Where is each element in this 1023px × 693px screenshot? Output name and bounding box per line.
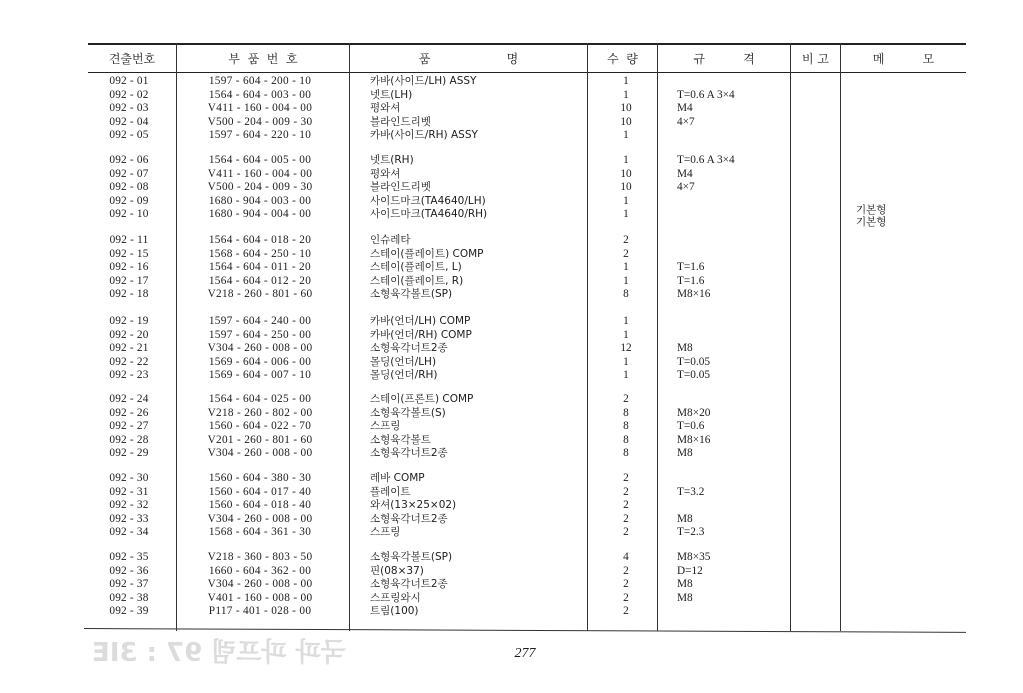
table-top-rule [88, 43, 966, 45]
table-header-rule [88, 72, 966, 73]
index-number-cell: 092 - 39 [109, 605, 149, 617]
part-name-cell: 카바(언더/LH) COMP [370, 315, 471, 327]
quantity-cell: 2 [623, 247, 629, 260]
part-number-cell: 1564 - 604 - 005 - 00 [208, 154, 312, 166]
specification-cell: M4 [677, 102, 693, 114]
quantity-cell: 10 [620, 167, 632, 180]
quantity-cell: 1 [623, 261, 629, 273]
specification-cell: T=0.05 [677, 355, 711, 368]
index-number-cell: 092 - 19 [109, 315, 149, 327]
part-number-cell: 1564 - 604 - 011 - 20 [209, 261, 311, 273]
part-number-cell: P117 - 401 - 028 - 00 [208, 605, 312, 617]
quantity-cell: 10 [620, 181, 632, 193]
part-name-cell: 사이드마크(TA4640/RH) [370, 208, 488, 220]
table-row [0, 248, 1023, 262]
parts-group [0, 393, 1023, 461]
table-row [0, 288, 1023, 302]
part-name-cell: 레바 COMP [370, 472, 425, 484]
header-specification: 규 격 [693, 52, 755, 66]
part-number-cell: 1560 - 604 - 017 - 40 [208, 485, 312, 498]
part-name-cell: 소형육각볼트(SP) [370, 288, 453, 300]
parts-group [0, 472, 1023, 540]
table-row [0, 75, 1023, 89]
part-name-cell: 카바(사이드/LH) ASSY [370, 75, 477, 87]
index-number-cell: 092 - 35 [109, 551, 149, 563]
index-number-cell: 092 - 27 [109, 420, 149, 432]
header-index-number: 견출번호 [108, 52, 156, 66]
parts-group [0, 315, 1023, 383]
specification-cell: M8 [677, 578, 693, 590]
index-number-cell: 092 - 30 [109, 472, 149, 484]
table-row [0, 486, 1023, 500]
quantity-cell: 8 [623, 288, 629, 300]
specification-cell: M8×16 [677, 288, 711, 300]
quantity-cell: 1 [623, 315, 629, 327]
table-row [0, 592, 1023, 606]
specification-cell: M8×35 [677, 551, 711, 563]
part-name-cell: 카바(언더/RH) COMP [370, 328, 472, 341]
quantity-cell: 10 [620, 102, 632, 114]
part-name-cell: 인슈레타 [370, 234, 411, 246]
table-row [0, 129, 1023, 143]
part-number-cell: 1564 - 604 - 003 - 00 [208, 88, 312, 101]
part-number-cell: V304 - 260 - 008 - 00 [207, 342, 313, 354]
part-name-cell: 소형육각볼트(SP) [370, 551, 453, 563]
table-row [0, 329, 1023, 343]
part-name-cell: 블라인드리벳 [370, 115, 431, 128]
part-name-cell: 넷트(LH) [370, 88, 413, 101]
part-name-cell: 소형육각너트2종 [370, 447, 448, 459]
quantity-cell: 2 [623, 499, 629, 511]
quantity-cell: 1 [623, 194, 629, 207]
index-number-cell: 092 - 10 [109, 208, 149, 220]
specification-cell: T=1.6 [677, 274, 705, 287]
part-number-cell: V500 - 204 - 009 - 30 [207, 115, 313, 128]
quantity-cell: 2 [623, 512, 629, 525]
quantity-cell: 1 [623, 129, 629, 141]
table-row [0, 168, 1023, 182]
part-number-cell: V401 - 160 - 008 - 00 [207, 591, 313, 604]
table-row [0, 369, 1023, 383]
part-name-cell: 소형육각볼트 [370, 433, 431, 446]
part-name-cell: 와셔(13×25×02) [370, 499, 457, 511]
specification-cell: M8 [677, 447, 693, 459]
index-number-cell: 092 - 28 [109, 433, 149, 446]
specification-cell: M4 [677, 167, 693, 180]
part-number-cell: V218 - 260 - 802 - 00 [207, 406, 313, 419]
part-name-cell: 소형육각너트2종 [370, 578, 448, 590]
table-row [0, 420, 1023, 434]
part-number-cell: 1560 - 604 - 380 - 30 [208, 472, 312, 484]
parts-group [0, 551, 1023, 619]
part-name-cell: 평와셔 [370, 102, 401, 114]
part-number-cell: 1560 - 604 - 022 - 70 [208, 420, 312, 432]
index-number-cell: 092 - 22 [109, 355, 149, 368]
index-number-cell: 092 - 07 [109, 167, 149, 180]
index-number-cell: 092 - 18 [109, 288, 149, 300]
table-row [0, 356, 1023, 370]
bleed-through-text: 국파 파프렘 97 : 3IE [92, 638, 346, 668]
header-remark: 비 고 [802, 52, 829, 66]
quantity-cell: 8 [623, 447, 629, 459]
index-number-cell: 092 - 23 [109, 369, 149, 381]
part-name-cell: 소형육각너트2종 [370, 512, 448, 525]
index-number-cell: 092 - 20 [109, 328, 149, 341]
part-number-cell: 1560 - 604 - 018 - 40 [208, 499, 312, 511]
index-number-cell: 092 - 11 [109, 234, 149, 246]
header-part-name: 품 명 [418, 52, 519, 66]
index-number-cell: 092 - 31 [109, 485, 149, 498]
part-number-cell: 1597 - 604 - 200 - 10 [208, 75, 312, 87]
specification-cell: M8 [677, 342, 693, 354]
quantity-cell: 1 [623, 208, 629, 220]
quantity-cell: 2 [623, 526, 629, 538]
header-quantity: 수 량 [607, 52, 638, 66]
quantity-cell: 2 [623, 578, 629, 590]
part-name-cell: 스프링 [370, 526, 401, 538]
index-number-cell: 092 - 37 [109, 578, 149, 590]
part-name-cell: 스프링 [370, 420, 401, 432]
quantity-cell: 4 [623, 551, 629, 563]
index-number-cell: 092 - 32 [109, 499, 149, 511]
quantity-cell: 2 [623, 564, 629, 577]
quantity-cell: 1 [623, 328, 629, 341]
part-name-cell: 플레이트 [370, 485, 411, 498]
part-name-cell: 넷트(RH) [370, 154, 414, 166]
parts-group [0, 75, 1023, 143]
table-row [0, 89, 1023, 103]
specification-cell: T=3.2 [677, 485, 705, 498]
index-number-cell: 092 - 38 [109, 591, 149, 604]
table-row [0, 565, 1023, 579]
part-number-cell: 1597 - 604 - 250 - 00 [208, 328, 312, 341]
part-name-cell: 트림(100) [370, 605, 419, 617]
part-number-cell: 1569 - 604 - 006 - 00 [208, 355, 312, 368]
part-number-cell: 1564 - 604 - 018 - 20 [208, 234, 312, 246]
part-number-cell: 1568 - 604 - 361 - 30 [208, 526, 312, 538]
part-number-cell: V218 - 260 - 801 - 60 [207, 288, 313, 300]
quantity-cell: 1 [623, 88, 629, 101]
specification-cell: T=0.6 A 3×4 [677, 154, 735, 166]
part-number-cell: V218 - 360 - 803 - 50 [207, 551, 313, 563]
table-row [0, 393, 1023, 407]
quantity-cell: 10 [620, 115, 632, 128]
specification-cell: T=2.3 [677, 526, 705, 538]
part-name-cell: 몰딩(언더/LH) [370, 355, 437, 368]
quantity-cell: 2 [623, 472, 629, 484]
table-row [0, 116, 1023, 130]
part-name-cell: 카바(사이드/RH) ASSY [370, 129, 478, 141]
specification-cell: D=12 [677, 564, 703, 577]
index-number-cell: 092 - 17 [109, 274, 149, 287]
quantity-cell: 8 [623, 420, 629, 432]
page-number: 277 [514, 646, 536, 661]
index-number-cell: 092 - 09 [109, 194, 149, 207]
index-number-cell: 092 - 01 [109, 75, 149, 87]
part-number-cell: 1680 - 904 - 003 - 00 [208, 194, 312, 207]
part-number-cell: V304 - 260 - 008 - 00 [207, 512, 313, 525]
index-number-cell: 092 - 33 [109, 512, 149, 525]
quantity-cell: 8 [623, 406, 629, 419]
part-number-cell: 1564 - 604 - 012 - 20 [208, 274, 312, 287]
index-number-cell: 092 - 29 [109, 447, 149, 459]
memo-note: 기본형 [856, 204, 887, 216]
part-number-cell: 1568 - 604 - 250 - 10 [208, 247, 312, 260]
quantity-cell: 12 [620, 342, 632, 354]
table-row [0, 605, 1023, 619]
table-row [0, 407, 1023, 421]
part-name-cell: 스테이(플레이트, L) [370, 261, 462, 273]
quantity-cell: 1 [623, 154, 629, 166]
part-name-cell: 소형육각볼트(S) [370, 406, 446, 419]
part-name-cell: 스테이(프론트) COMP [370, 393, 474, 405]
part-name-cell: 몰딩(언더/RH) [370, 369, 438, 381]
table-row [0, 342, 1023, 356]
part-number-cell: 1569 - 604 - 007 - 10 [208, 369, 312, 381]
part-number-cell: V304 - 260 - 008 - 00 [207, 578, 313, 590]
part-name-cell: 핀(08×37) [370, 564, 424, 577]
index-number-cell: 092 - 08 [109, 181, 149, 193]
index-number-cell: 092 - 02 [109, 88, 149, 101]
table-row [0, 275, 1023, 289]
part-number-cell: V411 - 160 - 004 - 00 [207, 167, 313, 180]
part-name-cell: 소형육각너트2종 [370, 342, 448, 354]
part-number-cell: V304 - 260 - 008 - 00 [207, 447, 313, 459]
table-row [0, 102, 1023, 116]
quantity-cell: 2 [623, 393, 629, 405]
quantity-cell: 1 [623, 355, 629, 368]
part-number-cell: 1564 - 604 - 025 - 00 [208, 393, 312, 405]
index-number-cell: 092 - 26 [109, 406, 149, 419]
specification-cell: T=0.05 [677, 369, 711, 381]
header-memo: 메 모 [872, 52, 935, 66]
quantity-cell: 2 [623, 485, 629, 498]
table-row [0, 499, 1023, 513]
table-row [0, 513, 1023, 527]
part-name-cell: 블라인드리벳 [370, 181, 431, 193]
table-row [0, 434, 1023, 448]
table-row [0, 447, 1023, 461]
table-row [0, 181, 1023, 195]
table-row [0, 154, 1023, 168]
quantity-cell: 2 [623, 591, 629, 604]
index-number-cell: 092 - 16 [109, 261, 149, 273]
specification-cell: M8×20 [677, 406, 711, 419]
quantity-cell: 1 [623, 75, 629, 87]
specification-cell: T=0.6 A 3×4 [677, 88, 735, 101]
quantity-cell: 1 [623, 274, 629, 287]
part-number-cell: 1597 - 604 - 220 - 10 [208, 129, 312, 141]
table-row [0, 578, 1023, 592]
parts-group [0, 234, 1023, 302]
index-number-cell: 092 - 15 [109, 247, 149, 260]
specification-cell: 4×7 [677, 115, 695, 128]
quantity-cell: 2 [623, 234, 629, 246]
index-number-cell: 092 - 05 [109, 129, 149, 141]
index-number-cell: 092 - 36 [109, 564, 149, 577]
part-number-cell: 1680 - 904 - 004 - 00 [208, 208, 312, 220]
part-name-cell: 사이드마크(TA4640/LH) [370, 194, 486, 207]
part-name-cell: 스테이(플레이트, R) [370, 274, 464, 287]
index-number-cell: 092 - 03 [109, 102, 149, 114]
specification-cell: T=0.6 [677, 420, 705, 432]
index-number-cell: 092 - 06 [109, 154, 149, 166]
table-row [0, 551, 1023, 565]
quantity-cell: 1 [623, 369, 629, 381]
index-number-cell: 092 - 04 [109, 115, 149, 128]
part-number-cell: V500 - 204 - 009 - 30 [207, 181, 313, 193]
part-name-cell: 스테이(플레이트) COMP [370, 247, 484, 260]
specification-cell: 4×7 [677, 181, 695, 193]
specification-cell: M8 [677, 512, 693, 525]
table-row [0, 234, 1023, 248]
memo-note: 기본형 [856, 216, 887, 228]
specification-cell: T=1.6 [677, 261, 705, 273]
part-number-cell: 1597 - 604 - 240 - 00 [208, 315, 312, 327]
specification-cell: M8 [677, 591, 693, 604]
quantity-cell: 2 [623, 605, 629, 617]
table-row [0, 472, 1023, 486]
table-row [0, 315, 1023, 329]
header-part-number: 부 품 번 호 [228, 52, 298, 66]
table-row [0, 526, 1023, 540]
part-number-cell: 1660 - 604 - 362 - 00 [208, 564, 312, 577]
specification-cell: M8×16 [677, 433, 711, 446]
part-number-cell: V411 - 160 - 004 - 00 [207, 102, 313, 114]
index-number-cell: 092 - 21 [109, 342, 149, 354]
part-number-cell: V201 - 260 - 801 - 60 [207, 433, 313, 446]
quantity-cell: 8 [623, 433, 629, 446]
index-number-cell: 092 - 24 [109, 393, 149, 405]
part-name-cell: 스프링와시 [370, 591, 421, 604]
part-name-cell: 평와셔 [370, 167, 401, 180]
table-row [0, 261, 1023, 275]
index-number-cell: 092 - 34 [109, 526, 149, 538]
